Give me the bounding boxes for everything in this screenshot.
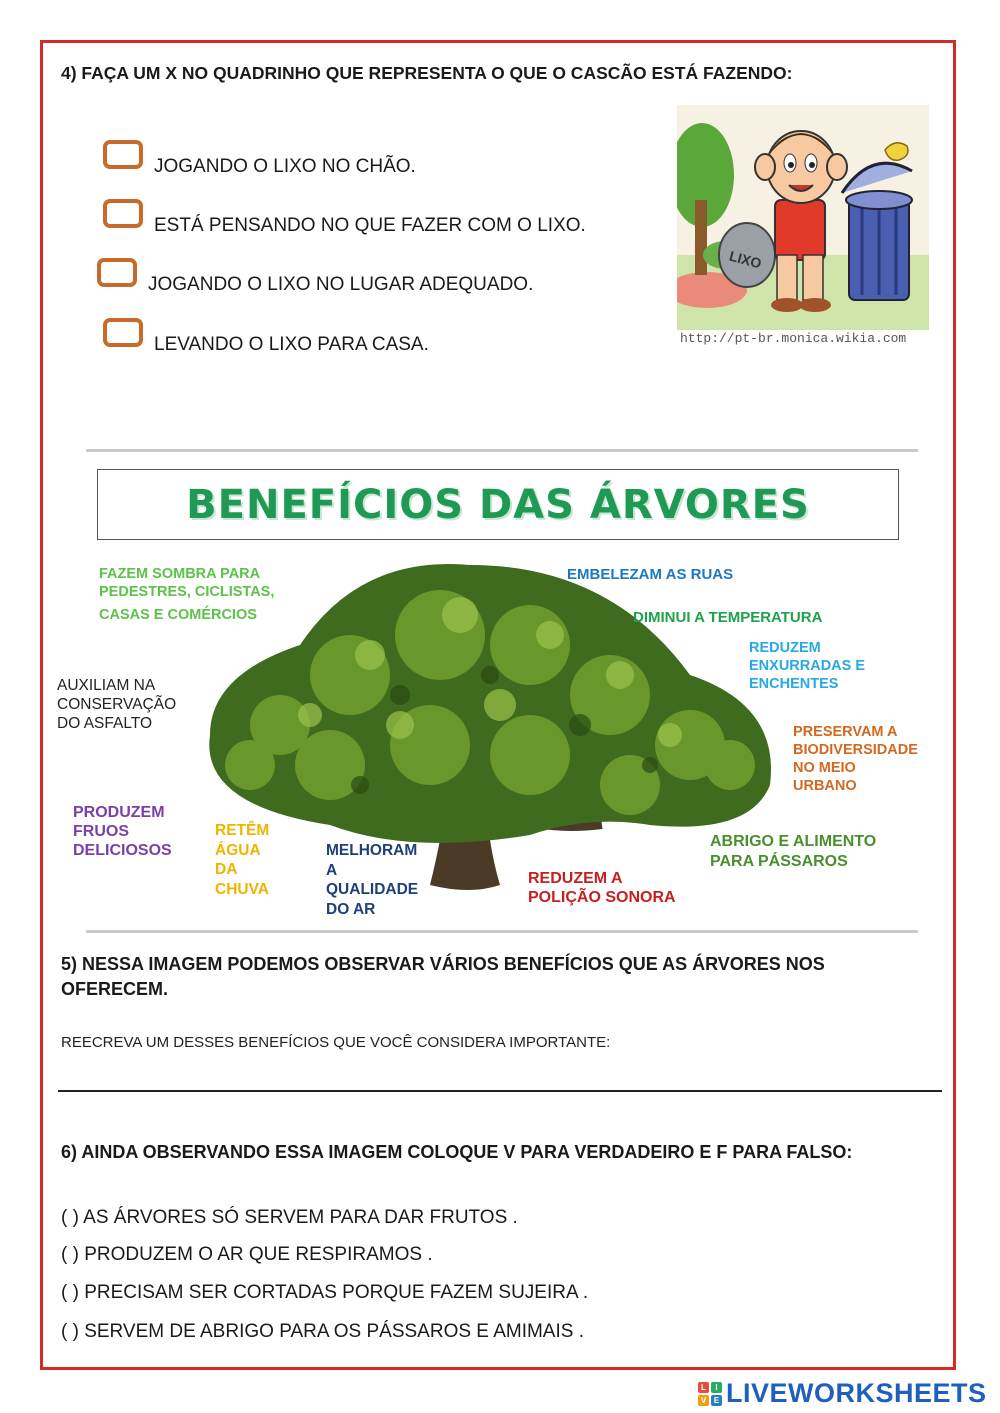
label-poluicao-sonora — [528, 869, 676, 907]
tf-item-2[interactable]: ( ) PRODUZEM O AR QUE RESPIRAMOS . — [61, 1244, 433, 1265]
label-biodiv-line4: URBANO — [793, 778, 857, 794]
tf-item-3[interactable]: ( ) PRECISAM SER CORTADAS PORQUE FAZEM SUJEIRA . — [61, 1282, 589, 1303]
checkbox-option-1[interactable] — [103, 140, 143, 169]
question-5-title: 5) NESSA IMAGEM PODEMOS OBSERVAR VÁRIOS BENEFÍCIOS QUE AS ÁRVORES NOS OFERECEM. — [61, 954, 825, 999]
tf-item-4[interactable]: ( ) SERVEM DE ABRIGO PARA OS PÁSSAROS E AMIMAIS . — [61, 1321, 584, 1342]
label-embelezam: EMBELEZAM AS RUAS — [567, 566, 734, 583]
label-abrigo-line1: ABRIGO E ALIMENTO — [710, 833, 877, 850]
label-frutos — [73, 803, 172, 860]
checkbox-option-3[interactable] — [97, 258, 137, 287]
label-abrigo — [710, 832, 876, 872]
cascao-drawing — [677, 105, 929, 330]
image-caption: http://pt-br.monica.wikia.com — [680, 331, 907, 346]
label-asfalto-line3: DO ASFALTO — [57, 715, 153, 732]
checkbox-option-2[interactable] — [103, 199, 143, 228]
question-5-instruction: REECREVA UM DESSES BENEFÍCIOS QUE VOCÊ CONSIDERA IMPORTANTE: — [61, 1034, 611, 1051]
label-asfalto-line2: CONSERVAÇÃO — [57, 696, 177, 713]
label-enxurradas-line2: ENXURRADAS E — [749, 658, 866, 674]
label-enxurradas — [749, 639, 865, 693]
logo-letter-4: E — [711, 1395, 722, 1406]
label-chuva-line4: CHUVA — [215, 880, 269, 898]
option-1-label: JOGANDO O LIXO NO CHÃO. — [154, 156, 416, 177]
label-sombra — [99, 565, 274, 624]
label-chuva — [215, 821, 269, 899]
label-ar-line2: A — [326, 861, 338, 879]
label-frutos-line2: FRUOS — [73, 823, 129, 840]
label-biodiversidade — [793, 723, 918, 795]
bag-label: LIXO — [727, 247, 764, 272]
logo-letter-2: I — [711, 1382, 722, 1393]
label-ar-line1: MELHORAM — [326, 842, 418, 859]
checkbox-option-4[interactable] — [103, 318, 143, 347]
cascao-illustration — [677, 105, 929, 330]
label-temperatura: DIMINUI A TEMPERATURA — [633, 609, 823, 626]
option-4-label: LEVANDO O LIXO PARA CASA. — [154, 334, 429, 355]
logo-letter-1: L — [698, 1382, 709, 1393]
tf-item-1[interactable]: ( ) AS ÁRVORES SÓ SERVEM PARA DAR FRUTOS . — [61, 1207, 518, 1228]
logo-mark-icon — [698, 1382, 722, 1406]
question-4-title: 4) FAÇA UM X NO QUADRINHO QUE REPRESENTA O QUE O CASCÃO ESTÁ FAZENDO: — [61, 63, 793, 83]
label-asfalto — [57, 676, 176, 733]
label-frutos-line1: PRODUZEM — [73, 804, 165, 821]
label-sombra-line1: FAZEM SOMBRA PARA — [99, 566, 261, 582]
option-3-label: JOGANDO O LIXO NO LUGAR ADEQUADO. — [148, 274, 534, 295]
infographic-top-divider — [86, 449, 918, 452]
infographic-bottom-divider — [86, 930, 918, 933]
label-chuva-line3: DA — [215, 861, 238, 878]
label-sonora-line2: POLIÇÃO SONORA — [528, 889, 676, 906]
label-frutos-line3: DELICIOSOS — [73, 842, 172, 859]
label-sonora-line1: REDUZEM A — [528, 870, 623, 887]
answer-line[interactable] — [58, 1090, 942, 1092]
label-abrigo-line2: PARA PÁSSAROS — [710, 853, 848, 870]
infographic-title: BENEFÍCIOS DAS ÁRVORES — [186, 481, 810, 528]
logo-letter-3: V — [698, 1395, 709, 1406]
logo-text: LIVEWORKSHEETS — [726, 1378, 987, 1408]
label-chuva-line2: ÁGUA — [215, 841, 261, 859]
label-enxurradas-line3: ENCHENTES — [749, 676, 839, 692]
label-qualidade-ar — [326, 841, 418, 919]
label-asfalto-line1: AUXILIAM NA — [57, 677, 156, 694]
label-biodiv-line3: NO MEIO — [793, 760, 856, 776]
option-2-label: ESTÁ PENSANDO NO QUE FAZER COM O LIXO. — [154, 215, 586, 236]
label-chuva-line1: RETÊM — [215, 822, 270, 839]
label-ar-line4: DO AR — [326, 900, 376, 918]
label-biodiv-line1: PRESERVAM A — [793, 724, 898, 740]
question-6-title: 6) AINDA OBSERVANDO ESSA IMAGEM COLOQUE V PARA VERDADEIRO E F PARA FALSO: — [61, 1142, 853, 1162]
liveworksheets-logo — [698, 1378, 987, 1409]
label-enxurradas-line1: REDUZEM — [749, 640, 821, 656]
label-ar-line3: QUALIDADE — [326, 881, 419, 898]
label-biodiv-line2: BIODIVERSIDADE — [793, 742, 918, 758]
label-sombra-line3: CASAS E COMÉRCIOS — [99, 607, 257, 623]
infographic-title-box — [97, 469, 899, 540]
label-sombra-line2: PEDESTRES, CICLISTAS, — [99, 584, 275, 600]
